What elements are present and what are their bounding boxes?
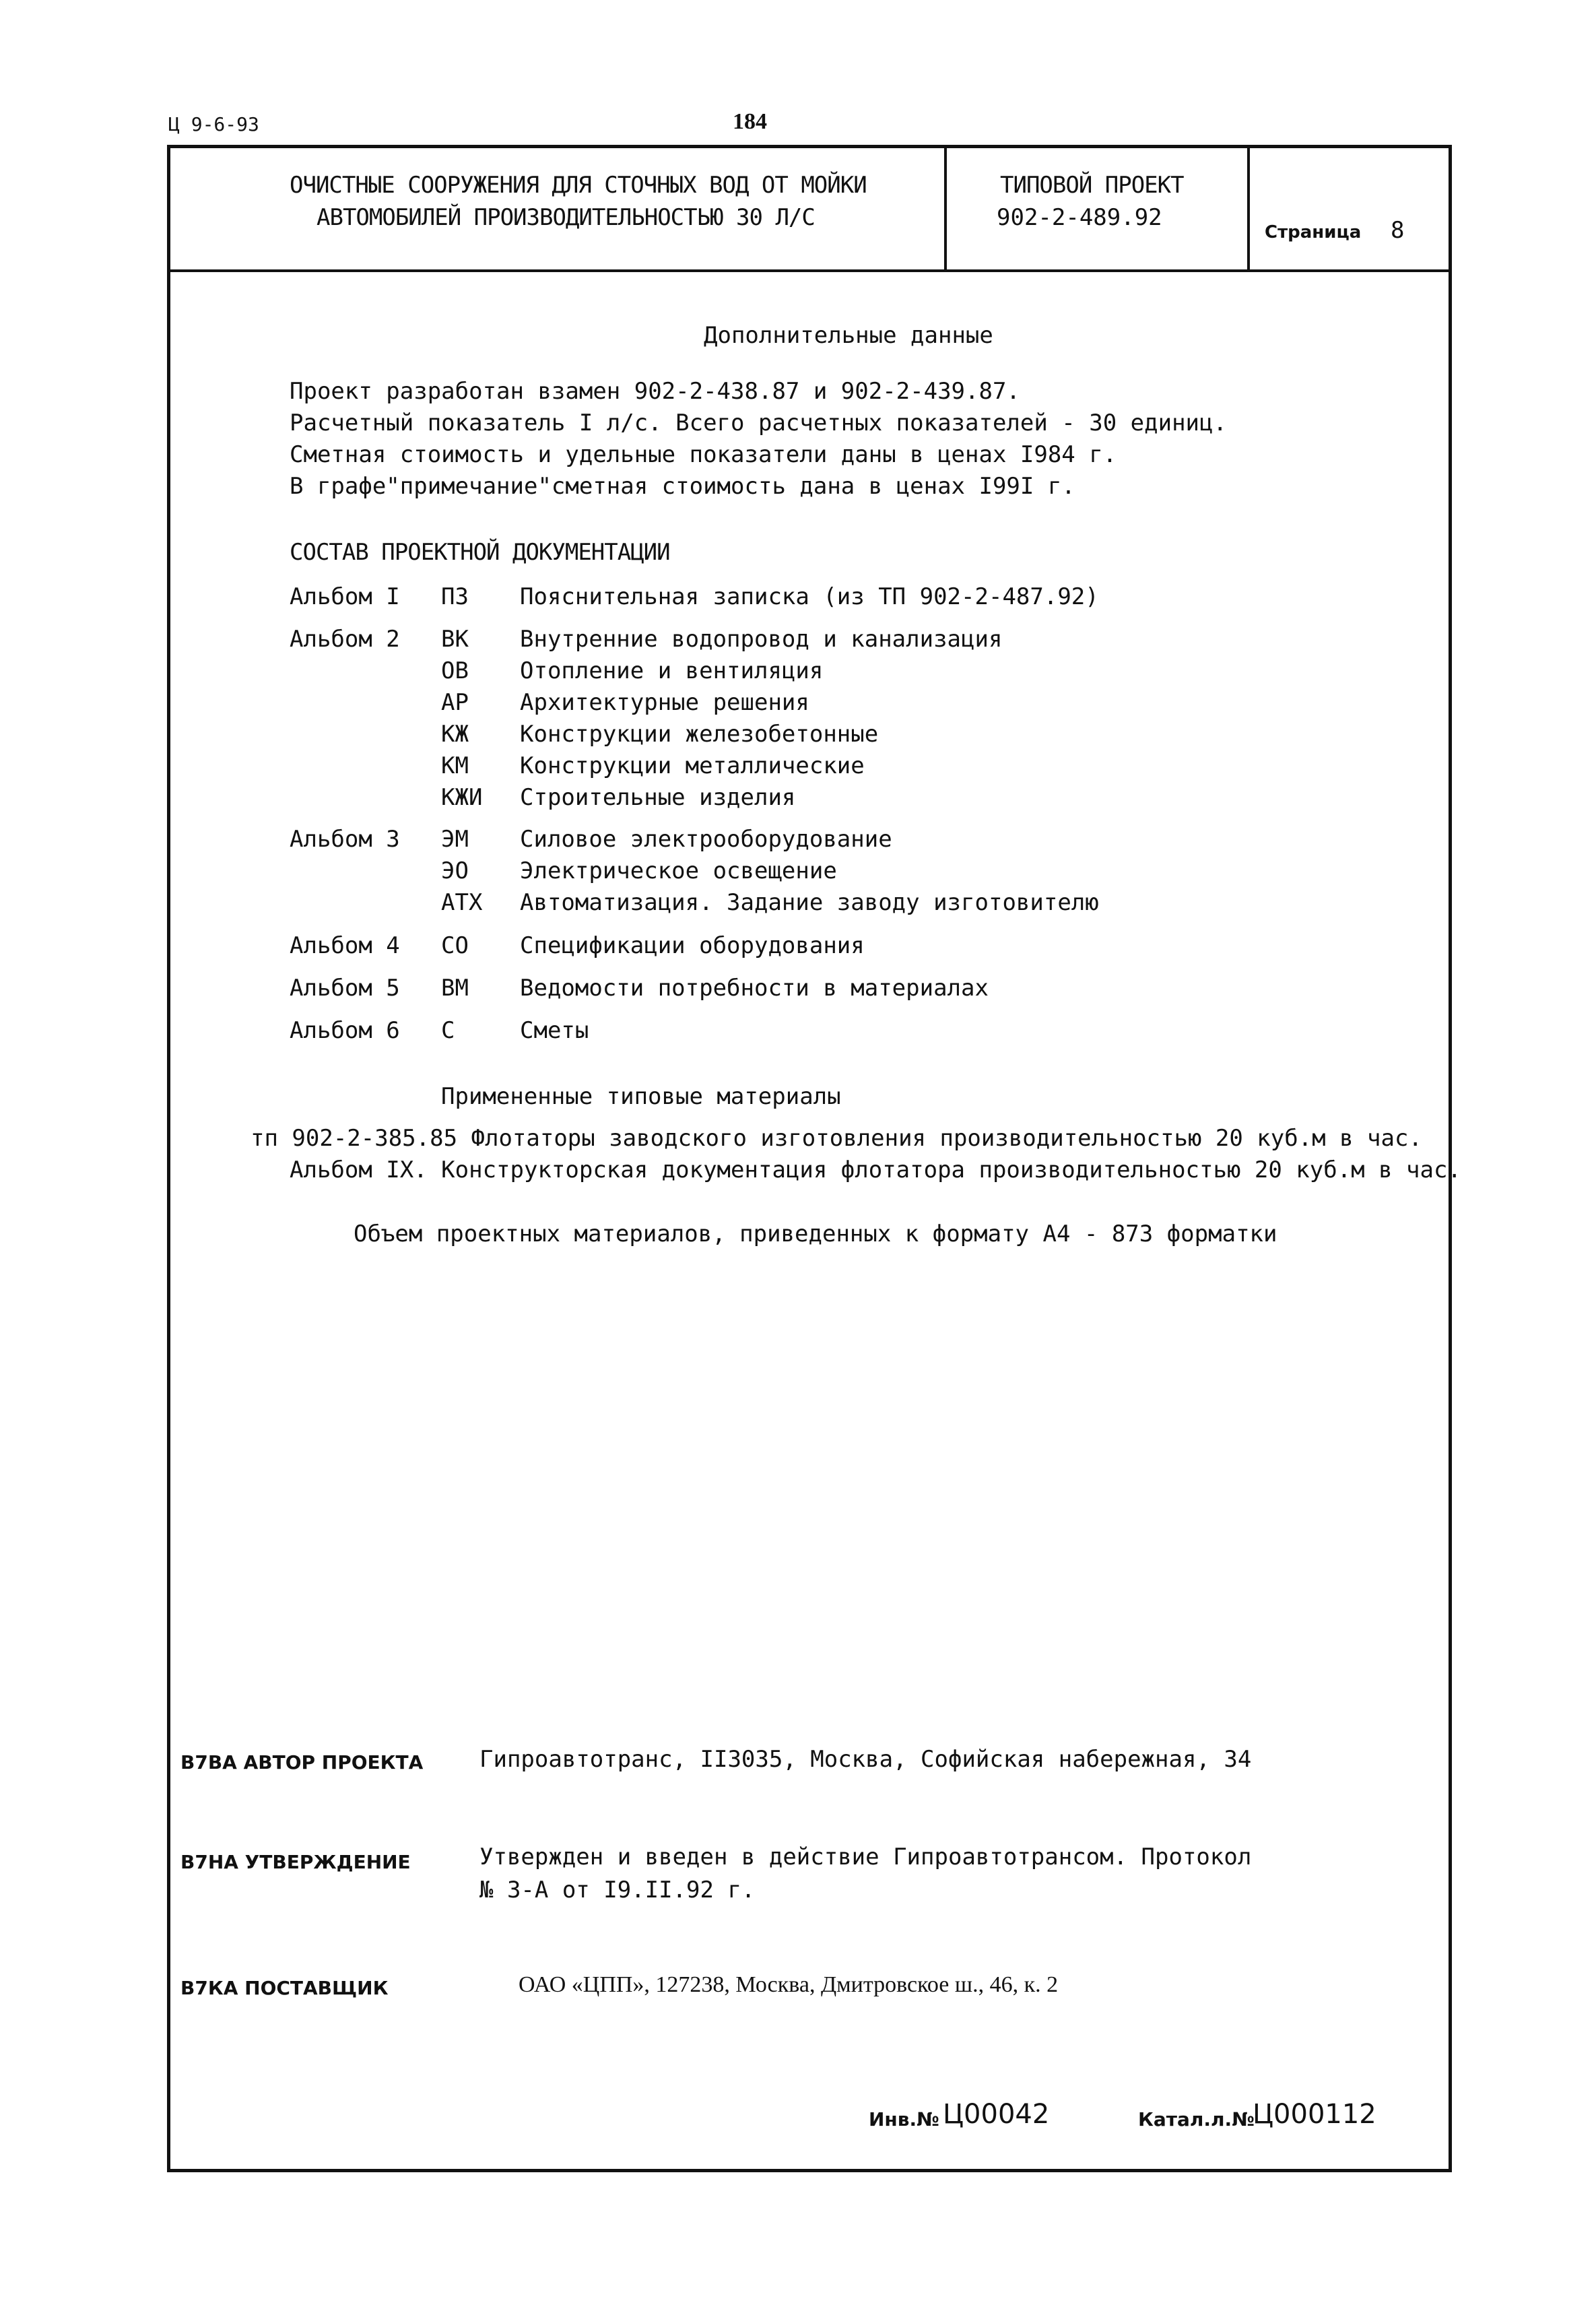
composition-row: [0, 623, 1596, 655]
approval-label: В7НА УТВЕРЖДЕНИЕ: [180, 1851, 411, 1873]
section-code: ПЗ: [441, 583, 469, 610]
applied-line-2: Альбом IX. Конструкторская документация флотатора производительностью 20 куб.м в час.: [290, 1157, 1461, 1183]
composition-row: [0, 781, 1596, 814]
supplier-label: В7КА ПОСТАВЩИК: [180, 1977, 389, 1999]
additional-line: Расчетный показатель I л/с. Всего расчетных показателей - 30 единиц.: [290, 410, 1227, 436]
composition-row: [0, 581, 1596, 613]
composition-row: [0, 823, 1596, 855]
section-code: ОВ: [441, 657, 469, 684]
composition-row: [0, 972, 1596, 1004]
section-desc: Строительные изделия: [520, 784, 796, 811]
section-desc: Внутренние водопровод и канализация: [520, 626, 1003, 653]
supplier-value: ОАО «ЦПП», 127238, Москва, Дмитровское ш., 46, к. 2: [519, 1972, 1059, 1997]
section-desc: Конструкции железобетонные: [520, 721, 879, 748]
section-desc: Силовое электрооборудование: [520, 826, 892, 853]
title-line-1: ОЧИСТНЫЕ СООРУЖЕНИЯ ДЛЯ СТОЧНЫХ ВОД ОТ МОЙКИ: [290, 172, 867, 199]
page-label: Страница: [1265, 222, 1362, 242]
section-code: ЭМ: [441, 826, 469, 853]
additional-heading: Дополнительные данные: [704, 322, 993, 349]
album-label: Альбом 3: [290, 826, 400, 853]
page-number: 184: [733, 109, 767, 134]
section-code: КМ: [441, 752, 469, 779]
doc-code: Ц 9-6-93: [168, 113, 259, 135]
additional-block: [290, 376, 1227, 502]
album-label: Альбом 4: [290, 932, 400, 959]
section-desc: Электрическое освещение: [520, 857, 837, 884]
approval-line-1: Утвержден и введен в действие Гипроавтотрансом. Протокол: [479, 1844, 1252, 1870]
section-desc: Ведомости потребности в материалах: [520, 975, 989, 1002]
section-desc: Архитектурные решения: [520, 689, 809, 716]
inventory-label: Инв.№: [869, 2108, 939, 2130]
album-label: Альбом 6: [290, 1017, 400, 1044]
title-line-2: АВТОМОБИЛЕЙ ПРОИЗВОДИТЕЛЬНОСТЬЮ 30 Л/С: [317, 204, 815, 231]
composition-row: [0, 930, 1596, 962]
composition-row: [0, 686, 1596, 719]
section-code: ЭО: [441, 857, 469, 884]
section-desc: Автоматизация. Задание заводу изготовителю: [520, 889, 1099, 916]
additional-line: Сметная стоимость и удельные показатели даны в ценах I984 г.: [290, 441, 1117, 468]
approval-line-2: № 3-А от I9.II.92 г.: [479, 1877, 756, 1903]
album-label: Альбом 2: [290, 626, 400, 653]
header-divider-v2: [1247, 145, 1250, 271]
section-desc: Пояснительная записка (из ТП 902-2-487.92): [520, 583, 1099, 610]
page-value: 8: [1391, 217, 1405, 244]
catalog-label: Катал.л.№: [1138, 2108, 1255, 2130]
section-code: КЖИ: [441, 784, 483, 811]
catalog-value: Ц000112: [1253, 2099, 1376, 2130]
composition-row: [0, 886, 1596, 919]
project-label: ТИПОВОЙ ПРОЕКТ: [1000, 172, 1184, 199]
section-code: ВМ: [441, 975, 469, 1002]
author-value: Гипроавтотранс, II3035, Москва, Софийская набережная, 34: [479, 1746, 1252, 1773]
section-code: ВК: [441, 626, 469, 653]
section-code: АТХ: [441, 889, 483, 916]
album-label: Альбом I: [290, 583, 400, 610]
volume-line: Объем проектных материалов, приведенных к формату А4 - 873 форматки: [354, 1220, 1277, 1247]
section-desc: Сметы: [520, 1017, 589, 1044]
project-number: 902-2-489.92: [997, 204, 1162, 231]
composition-row: [0, 655, 1596, 687]
composition-row: [0, 1014, 1596, 1047]
composition-row: [0, 855, 1596, 887]
header-divider-v1: [944, 145, 947, 271]
composition-row: [0, 718, 1596, 750]
section-desc: Спецификации оборудования: [520, 932, 865, 959]
author-label: В7ВА АВТОР ПРОЕКТА: [180, 1751, 424, 1773]
additional-line: Проект разработан взамен 902-2-438.87 и 902-2-439.87.: [290, 378, 1020, 405]
additional-line: В графе"примечание"сметная стоимость дана в ценах I99I г.: [290, 473, 1075, 500]
inventory-value: Ц00042: [943, 2099, 1050, 2130]
section-code: СО: [441, 932, 469, 959]
applied-line-1: тп 902-2-385.85 Флотаторы заводского изготовления производительностью 20 куб.м в час.: [251, 1125, 1422, 1152]
album-label: Альбом 5: [290, 975, 400, 1002]
applied-heading: Примененные типовые материалы: [441, 1083, 841, 1110]
section-desc: Отопление и вентиляция: [520, 657, 824, 684]
composition-heading: СОСТАВ ПРОЕКТНОЙ ДОКУМЕНТАЦИИ: [290, 539, 670, 566]
composition-row: [0, 750, 1596, 782]
section-code: КЖ: [441, 721, 469, 748]
section-desc: Конструкции металлические: [520, 752, 865, 779]
section-code: АР: [441, 689, 469, 716]
section-code: С: [441, 1017, 455, 1044]
header-divider: [167, 269, 1452, 272]
